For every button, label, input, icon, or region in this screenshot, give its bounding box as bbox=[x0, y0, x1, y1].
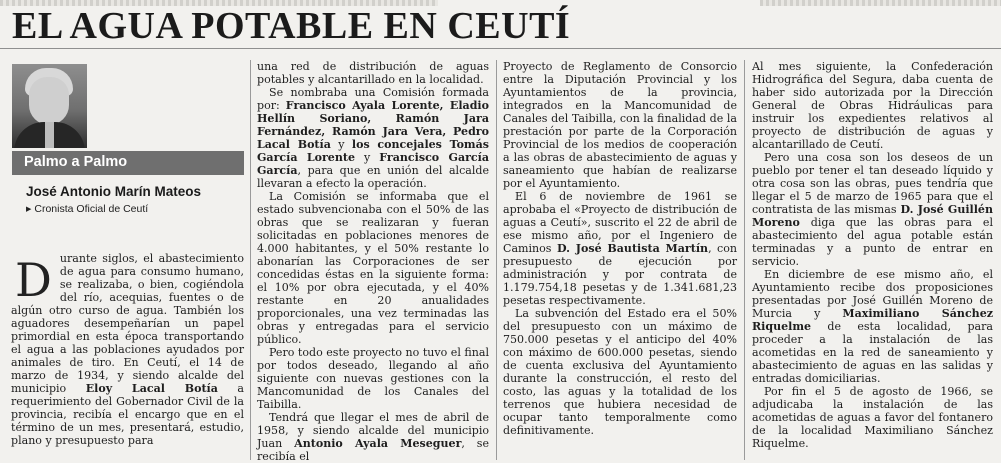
person-names: Francisco García García bbox=[257, 151, 489, 177]
article-headline: EL AGUA POTABLE EN CEUTÍ bbox=[12, 5, 571, 47]
paragraph: Tendrá que llegar el mes de abril de 1958, y siendo alcalde del municipio Juan Antonio Ayala Meseguer, se recibía el bbox=[257, 411, 489, 463]
author-role bbox=[26, 203, 148, 215]
column-divider bbox=[496, 60, 497, 460]
column-divider bbox=[744, 60, 745, 460]
person-name: D. José Guillén Moreno bbox=[752, 203, 993, 229]
person-name: Antonio Ayala Meseguer bbox=[294, 437, 462, 450]
drop-cap: D bbox=[15, 253, 52, 307]
person-names: los concejales Tomás García Lorente bbox=[257, 138, 489, 164]
paragraph: una red de distribución de aguas potables y alcantarillado en la localidad. bbox=[257, 60, 489, 86]
paragraph: La Comisión se informaba que el estado subvencionaba con el 50% de las obras que se realizaran y fueran solicitadas en poblaciones menores de 4.000 habitantes, y el 50% restante lo abonarían las Corporaciones de ser concedidas éstas en la siguiente forma: el 10% por obra ejecutada, y el 40% restante en 20 anualidades proporcionales, una vez terminadas las obras y entregadas para el servicio público. bbox=[257, 190, 489, 346]
section-bar bbox=[12, 151, 244, 175]
author-portrait-icon bbox=[12, 64, 87, 148]
paragraph: Pero todo este proyecto no tuvo el final por todos deseado, llegando al año siguiente con nuevas gestiones con la Mancomunidad de los Canales del Taibilla. bbox=[257, 346, 489, 411]
person-name: Eloy Lacal Botía bbox=[85, 382, 218, 395]
column-divider bbox=[250, 60, 251, 460]
paragraph: Proyecto de Reglamento de Consorcio entre la Diputación Provincial y los Ayuntamientos de la provincia, integrados en la Mancomunidad de Canales del Taibilla, con la finalidad de la prestación por parte de la Corporación Provincial de los medios de cooperación a las obras de abastecimiento de aguas y saneamiento que habían de realizarse por el Ayuntamiento. bbox=[503, 60, 737, 190]
article-column-4 bbox=[752, 60, 993, 450]
article-column-2 bbox=[257, 60, 489, 463]
author-role-text: Cronista Oficial de Ceutí bbox=[34, 203, 149, 215]
article-column-3 bbox=[503, 60, 737, 437]
paragraph: Al mes siguiente, la Confederación Hidrográfica del Segura, daba cuenta de haber sido autorizada por la Dirección General de Obras Hidráulicas para instruir los expedientes relativos al proyecto de distribución de aguas y alcantarillado de Ceutí. bbox=[752, 60, 993, 151]
author-name: José Antonio Marín Mateos bbox=[26, 184, 202, 199]
person-name: Maximiliano Sánchez Riquelme bbox=[752, 307, 993, 333]
section-label: Palmo a Palmo bbox=[24, 154, 128, 170]
paragraph: La subvención del Estado era el 50% del presupuesto con un máximo de 750.000 pesetas y el anticipo del 40% con máximo de 600.000 pesetas, siendo de cuenta exclusiva del Ayuntamiento durante la construcción, el resto del costo, las aguas y la totalidad de los terrenos que hubiera necesidad de ocupar tanto temporalmente como definitivamente. bbox=[503, 307, 737, 437]
triangle-bullet-icon: ▶ bbox=[26, 206, 32, 213]
person-name: D. José Bautista Martín bbox=[556, 242, 709, 255]
person-names: Francisco Ayala Lorente, Eladio Hellín Soriano, Ramón Jara Fernández, Ramón Jara Vera, Pedro Lacal Botía bbox=[257, 99, 489, 151]
paragraph: Durante siglos, el abastecimiento de agua para consumo humano, se realizaba, o bien, cogiéndola del río, acequias, fuentes o de algún otro curso de agua. También los aguadores desempeñarían un papel primordial en esta época transportando el agua a las poblaciones ayudados por animales de tiro. En Ceutí, el 14 de marzo de 1934, y siendo alcalde del municipio Eloy Lacal Botía a requerimiento del Gobernador Civil de la provincia, recibía el encargo que en el término de un mes, presentará, estudio, plano y presupuesto para bbox=[11, 252, 245, 447]
headline-rule bbox=[0, 48, 1001, 49]
paragraph: Se nombraba una Comisión formada por: Francisco Ayala Lorente, Eladio Hellín Soriano, Ramón Jara Fernández, Ramón Jara Vera, Pedro Lacal Botía y los concejales Tomás García Lorente y Francisco García García, para que en unión del alcalde llevaran a efecto la operación. bbox=[257, 86, 489, 190]
paragraph: Por fin el 5 de agosto de 1966, se adjudicaba la instalación de las acometidas de aguas a favor del fontanero de la localidad Maximiliano Sánchez Riquelme. bbox=[752, 385, 993, 450]
previous-article-remnant bbox=[760, 0, 1001, 6]
article-column-1 bbox=[11, 245, 244, 447]
paragraph: En diciembre de ese mismo año, el Ayuntamiento recibe dos proposiciones presentadas por José Guillén Moreno de Murcia y Maximiliano Sánchez Riquelme de esta localidad, para proceder a la instalación de las acometidas en la red de saneamiento y abastecimiento de aguas en las salidas y entradas domiciliarias. bbox=[752, 268, 993, 385]
paragraph: Pero una cosa son los deseos de un pueblo por tener el tan deseado líquido y otra cosa son las obras, pues tendría que llegar el 5 de marzo de 1965 para que el contratista de las mismas D. José Guillén Moreno diga que las obras para el abastecimiento del agua potable están terminadas y a punto de entrar en servicio. bbox=[752, 151, 993, 268]
paragraph: El 6 de noviembre de 1961 se aprobaba el «Proyecto de distribución de aguas a Ceutí», suscrito el 22 de abril de ese mismo año, por el Ingeniero de Caminos D. José Bautista Martín, con presupuesto de ejecución por administración y por contrata de 1.179.754,18 pesetas y de 1.341.681,23 pesetas respectivamente. bbox=[503, 190, 737, 307]
